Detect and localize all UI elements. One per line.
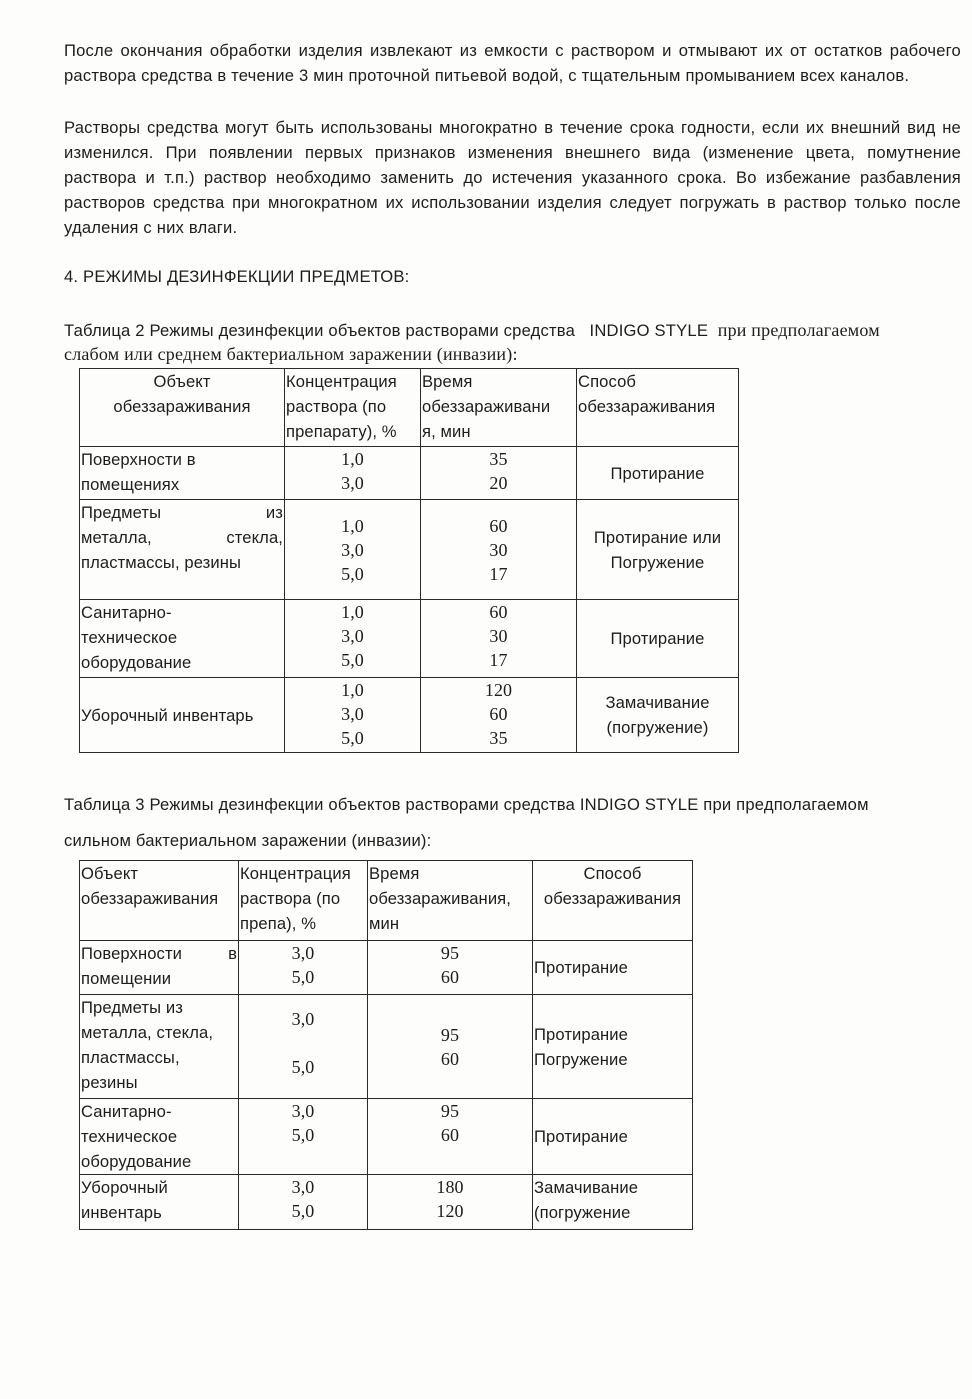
cell-value: 5,0 [341,650,364,670]
cell-value: 3,0 [291,1101,315,1121]
cell-value: 60 [489,704,508,724]
cell-value: 17 [489,650,508,670]
cell-text: Протирание [534,1024,629,1044]
cell-text: (погружение) [606,718,709,737]
table2-header-method [577,369,739,447]
table3-cell-time [368,1175,533,1230]
cell-text: пластмассы, резины [81,553,242,572]
cell-value: 1,0 [341,515,364,536]
table3-caption-line1: Таблица 3 Режимы дезинфекции объектов растворами средства INDIGO STYLE при предполагаемом [64,795,869,814]
cell-value: 120 [436,1201,464,1221]
cell-text: Протирание [610,629,705,648]
table2-cell-method [577,600,739,678]
cell-text: помещении [81,969,172,988]
table2-header-row [80,369,739,447]
table3-header-concentration [239,861,368,941]
cell-text: оборудование [81,1152,192,1171]
table2-cell-object [80,678,285,753]
cell-value: 5,0 [291,1125,315,1145]
table-row [80,600,739,678]
table-row [80,1099,693,1175]
cell-text: (погружение [534,1203,631,1222]
table3-cell-object [80,1099,239,1175]
header-text: обеззараживани [422,397,551,416]
header-text: обеззараживания [113,397,251,416]
cell-value: 60 [440,967,460,987]
table2-header-object [80,369,285,447]
table3-header-method [533,861,693,941]
cell-value: 35 [489,449,508,469]
table3 [79,860,693,1230]
table3-cell-concentration [239,1099,368,1175]
cell-value: 60 [440,1048,460,1069]
table-row [80,941,693,995]
header-text: Время [369,864,420,883]
table2-cell-object [80,447,285,500]
table-row [80,1175,693,1230]
cell-text: Протирание [610,463,705,483]
table3-cell-concentration [239,941,368,995]
table2-cell-concentration [285,500,421,600]
table3-header-object [80,861,239,941]
table-row [80,678,739,753]
cell-text: в [228,944,237,963]
cell-value: 3,0 [341,473,364,493]
header-text: препа), % [240,914,317,933]
table3-cell-concentration [239,1175,368,1230]
table3-cell-method [533,1175,693,1230]
table3-cell-time [368,941,533,995]
cell-value: 1,0 [341,680,364,700]
table2-cell-concentration [285,447,421,500]
cell-text: инвентарь [81,1203,162,1222]
table2-cell-concentration [285,600,421,678]
table3-cell-time [368,1099,533,1175]
cell-value: 3,0 [341,626,364,646]
table3-cell-concentration [239,995,368,1099]
table2 [79,368,739,753]
header-text: Способ [583,864,642,883]
cell-text-line [81,941,237,966]
cell-text: Уборочный [81,1178,168,1197]
table2-header-concentration [285,369,421,447]
table2-cell-concentration [285,678,421,753]
table2-caption-line2: слабом или среднем бактериальном заражении (инвазии): [64,344,518,364]
cell-text: резины [81,1073,138,1092]
cell-value: 5,0 [291,1201,315,1221]
cell-text: Протирание [534,1127,629,1146]
cell-value: 30 [489,539,508,560]
cell-value: 17 [489,563,508,584]
cell-text: оборудование [81,653,192,672]
table2-cell-time [421,678,577,753]
header-text: обеззараживания, [369,889,511,908]
table2-caption-part2: при предполагаемом [717,320,880,340]
cell-text: Предметы из [81,503,283,522]
header-text: препарату), % [286,422,397,441]
header-text: я, мин [422,422,471,441]
cell-text: Погружение [534,1049,628,1069]
cell-text: Протирание или [593,527,722,547]
cell-text: Поверхности в [81,450,196,469]
cell-text: техническое [81,1127,178,1146]
header-text: Объект [81,864,139,883]
paragraph-reuse: Растворы средства могут быть использованы многократно в течение срока годности, если их внешний вид не изменился. При появлении первых признаков изменения внешнего вида (изменение цвета, помутнение раствора и т.п.) раствор необходимо заменить до истечения указанного срока. Во избежание разбавления растворов средства при многократном их использовании изделия следует погружать в раствор только после удаления с них влаги. [64,118,961,237]
cell-value: 60 [489,515,508,536]
table3-cell-method [533,1099,693,1175]
table2-cell-method [577,447,739,500]
paragraph-rinsing: После окончания обработки изделия извлекают из емкости с раствором и отмывают их от остатков рабочего раствора средства в течение 3 мин проточной питьевой водой, с тщательным промыванием всех каналов. [64,41,961,85]
table3-header-time [368,861,533,941]
header-text: Время [422,372,473,391]
cell-value: 20 [489,473,508,493]
table2-cell-time [421,600,577,678]
table-row [80,447,739,500]
cell-text: Уборочный инвентарь [81,705,254,725]
cell-text: Предметы из [81,998,183,1017]
table3-cell-method [533,941,693,995]
table2-cell-time [421,500,577,600]
cell-text: Замачивание [605,693,710,712]
cell-value: 95 [440,943,460,963]
cell-value: 5,0 [291,1057,315,1077]
header-text: обеззараживания [578,397,716,416]
cell-value: 60 [489,602,508,622]
table2-caption-part1: Таблица 2 Режимы дезинфекции объектов растворами средства [64,321,576,340]
table-row [80,995,693,1099]
cell-text: техническое [81,628,178,647]
table2-caption [64,318,961,343]
cell-text: Протирание [534,958,629,977]
table2-cell-method [577,500,739,600]
header-text: Концентрация [240,864,351,883]
cell-value: 1,0 [341,602,364,622]
cell-value: 5,0 [341,563,364,584]
cell-text: Санитарно- [81,603,172,622]
table3-cell-method [533,995,693,1099]
cell-value: 3,0 [291,1177,315,1197]
header-text: раствора (по [286,397,387,416]
cell-value: 1,0 [341,449,364,469]
cell-text: Санитарно- [81,1102,172,1121]
cell-value: 3,0 [291,1009,315,1029]
table2-cell-method [577,678,739,753]
table2-cell-object [80,500,285,600]
cell-value: 3,0 [341,704,364,724]
table2-cell-time [421,447,577,500]
cell-value: 95 [440,1101,460,1121]
cell-value: 5,0 [291,967,315,987]
table3-cell-object [80,941,239,995]
table2-header-time [421,369,577,447]
cell-value: 3,0 [291,943,315,963]
cell-value: 180 [436,1177,464,1197]
cell-value: 5,0 [341,728,364,748]
cell-text: металла, стекла, [81,1023,214,1042]
cell-value: 3,0 [341,539,364,560]
header-text: Объект [153,372,211,391]
table2-cell-object [80,600,285,678]
table3-caption-line2: сильном бактериальном заражении (инвазии): [64,831,432,850]
section-heading: 4. РЕЖИМЫ ДЕЗИНФЕКЦИИ ПРЕДМЕТОВ: [64,267,410,286]
cell-value: 30 [489,626,508,646]
cell-text: металла, стекла, [81,528,283,547]
table-row [80,500,739,600]
table3-cell-object [80,995,239,1099]
table3-header-row [80,861,693,941]
cell-value: 60 [440,1125,460,1145]
cell-value: 95 [440,1024,460,1045]
header-text: Концентрация [286,372,397,391]
cell-text: помещениях [81,475,180,494]
header-text: раствора (по [240,889,341,908]
header-text: Способ [578,372,637,391]
table2-caption-brand: INDIGO STYLE [589,321,709,340]
header-text: обеззараживания [81,889,219,908]
table3-cell-object [80,1175,239,1230]
cell-text: пластмассы, [81,1048,180,1067]
table3-cell-time [368,995,533,1099]
cell-value: 35 [489,728,508,748]
cell-text: Замачивание [534,1178,639,1197]
cell-text: Погружение [610,552,705,572]
header-text: обеззараживания [543,889,682,908]
cell-value: 120 [484,680,513,700]
header-text: мин [369,914,400,933]
cell-text: Поверхности [81,944,183,963]
